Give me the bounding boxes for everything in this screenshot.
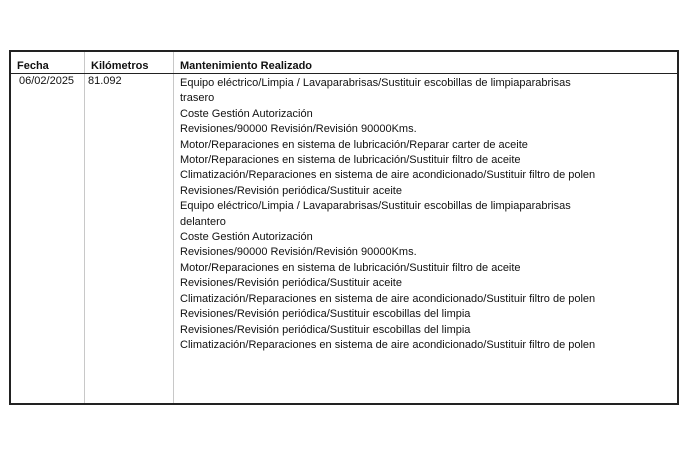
maintenance-item: Motor/Reparaciones en sistema de lubricación/Sustituir filtro de aceite <box>180 154 521 167</box>
header-mantenimiento: Mantenimiento Realizado <box>180 60 313 72</box>
maintenance-table <box>9 50 679 405</box>
maintenance-item: Revisiones/90000 Revisión/Revisión 90000Kms. <box>180 246 417 259</box>
maintenance-item: Motor/Reparaciones en sistema de lubricación/Sustituir filtro de aceite <box>180 261 521 274</box>
column-divider <box>84 52 85 403</box>
maintenance-item: Revisiones/Revisión periódica/Sustituir escobillas del limpia <box>180 308 471 321</box>
maintenance-item: Revisiones/Revisión periódica/Sustituir aceite <box>180 184 402 197</box>
maintenance-item: Coste Gestión Autorización <box>180 107 313 120</box>
maintenance-list <box>180 76 600 353</box>
maintenance-item: Equipo eléctrico/Limpia / Lavaparabrisas/Sustituir escobillas de limpiaparabrisas trasero <box>180 77 571 105</box>
maintenance-item: Revisiones/Revisión periódica/Sustituir aceite <box>180 277 402 290</box>
cell-fecha: 06/02/2025 <box>19 75 75 87</box>
maintenance-item: Motor/Reparaciones en sistema de lubricación/Reparar carter de aceite <box>180 138 528 151</box>
maintenance-item: Revisiones/90000 Revisión/Revisión 90000Kms. <box>180 123 417 136</box>
header-fecha: Fecha <box>17 60 49 72</box>
table-header-row <box>11 52 677 74</box>
header-kilometros: Kilómetros <box>91 60 149 72</box>
maintenance-item: Revisiones/Revisión periódica/Sustituir escobillas del limpia <box>180 323 471 336</box>
maintenance-item: Coste Gestión Autorización <box>180 231 313 244</box>
column-divider <box>173 52 174 403</box>
maintenance-item: Climatización/Reparaciones en sistema de aire acondicionado/Sustituir filtro de polen <box>180 292 596 305</box>
maintenance-item: Climatización/Reparaciones en sistema de aire acondicionado/Sustituir filtro de polen <box>180 338 596 351</box>
cell-kilometros: 81.092 <box>88 75 122 87</box>
maintenance-item: Equipo eléctrico/Limpia / Lavaparabrisas/Sustituir escobillas de limpiaparabrisas delantero <box>180 200 571 228</box>
maintenance-item: Climatización/Reparaciones en sistema de aire acondicionado/Sustituir filtro de polen <box>180 169 596 182</box>
